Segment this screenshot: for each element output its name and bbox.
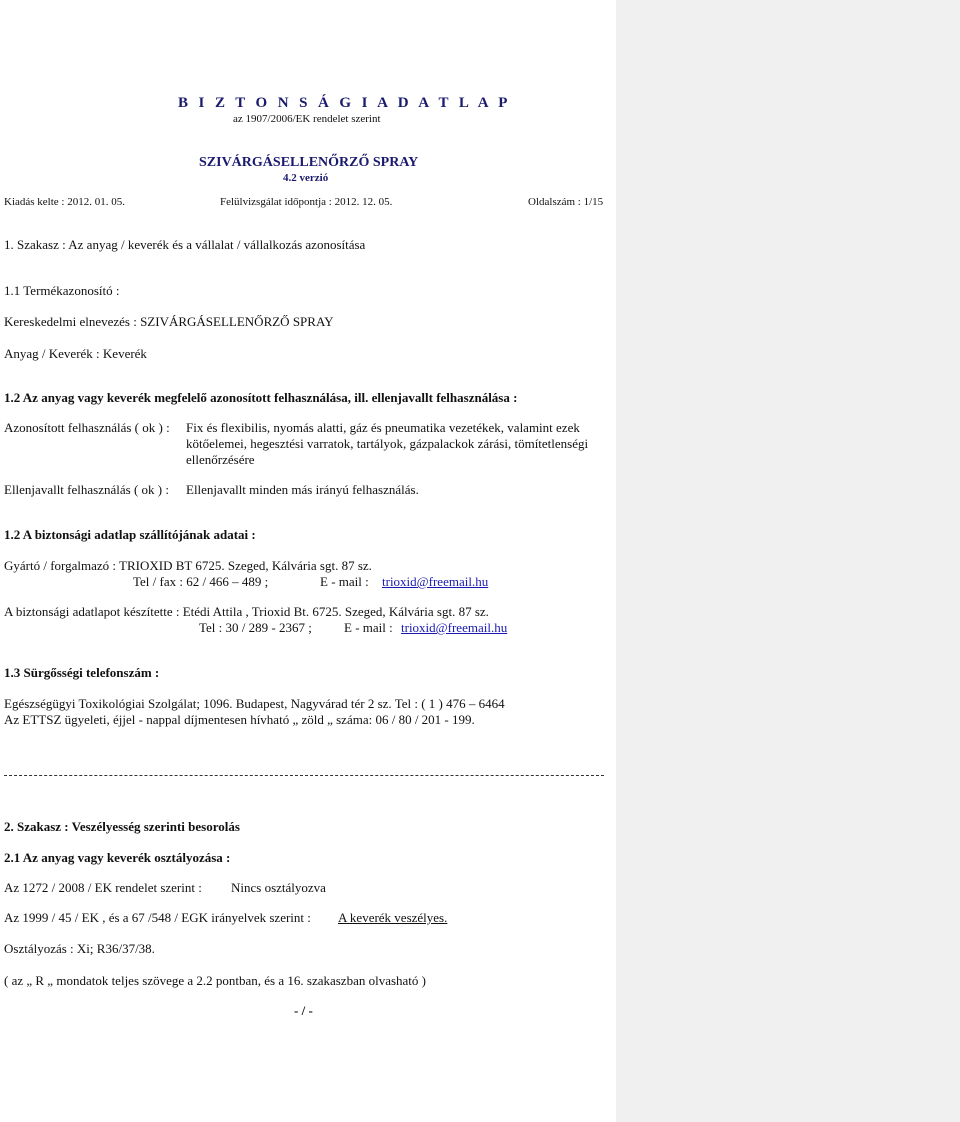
identified-use-line-1: Fix és flexibilis, nyomás alatti, gáz és pneumatika vezetékek, valamint ezek [186,420,580,435]
supplier-tel: Tel / fax : 62 / 466 – 489 ; [133,574,269,589]
page-number: Oldalszám : 1/15 [528,196,604,208]
section-1-2-heading: 1.2 Az anyag vagy keverék megfelelő azonosított felhasználása, ill. ellenjavallt felhasználása : [4,390,518,405]
section-2-heading: 2. Szakasz : Veszélyesség szerinti besorolás [4,819,240,834]
issue-date: Kiadás kelte : 2012. 01. 05. [4,196,125,208]
page-marker: - / - [294,1003,313,1018]
supplier-line: Gyártó / forgalmazó : TRIOXID BT 6725. Szeged, Kálvária sgt. 87 sz. [4,558,372,573]
contraindicated-use-value: Ellenjavallt minden más irányú felhasználás. [186,482,419,497]
section-2-1-heading: 2.1 Az anyag vagy keverék osztályozása : [4,850,231,865]
author-tel: Tel : 30 / 289 - 2367 ; [199,620,312,635]
classification: Osztályozás : Xi; R36/37/38. [4,941,155,956]
document-title: B I Z T O N S Á G I A D A T L A P [178,95,511,111]
right-margin-panel [616,0,960,1122]
substance-type: Anyag / Keverék : Keverék [4,346,147,361]
section-1-1-heading: 1.1 Termékazonosító : [4,283,120,298]
directive-label: Az 1999 / 45 / EK , és a 67 /548 / EGK irányelvek szerint : [4,910,311,925]
section-1-heading: 1. Szakasz : Az anyag / keverék és a vállalat / vállalkozás azonosítása [4,237,366,252]
identified-use-line-2: kötőelemei, hegesztési varratok, tartályok, gázpalackok zárási, tömítetlenségi [186,436,589,451]
directive-value: A keverék veszélyes. [338,910,448,925]
regulation-1272-label: Az 1272 / 2008 / EK rendelet szerint : [4,880,202,895]
identified-use-line-3: ellenőrzésére [186,452,255,467]
document-subtitle: az 1907/2006/EK rendelet szerint [233,113,381,125]
identified-use-label: Azonosított felhasználás ( ok ) : [4,420,170,435]
author-email-link[interactable]: trioxid@freemail.hu [401,620,508,635]
version: 4.2 verzió [283,172,329,184]
supplier-heading: 1.2 A biztonsági adatlap szállítójának adatai : [4,527,256,542]
product-name: SZIVÁRGÁSELLENŐRZŐ SPRAY [199,155,419,170]
author-line: A biztonsági adatlapot készítette : Etédi Attila , Trioxid Bt. 6725. Szeged, Kálvária sgt. 87 sz. [4,604,489,619]
author-email-label: E - mail : [344,620,393,635]
emergency-heading: 1.3 Sürgősségi telefonszám : [4,665,160,680]
section-divider [4,775,604,776]
contraindicated-use-label: Ellenjavallt felhasználás ( ok ) : [4,482,169,497]
emergency-line-2: Az ETTSZ ügyeleti, éjjel - nappal díjmentesen hívható „ zöld „ száma: 06 / 80 / 201 - 199. [4,712,475,727]
regulation-1272-value: Nincs osztályozva [231,880,326,895]
revision-date: Felülvizsgálat időpontja : 2012. 12. 05. [220,196,393,208]
trade-name: Kereskedelmi elnevezés : SZIVÁRGÁSELLENŐRZŐ SPRAY [4,314,334,329]
supplier-email-label: E - mail : [320,574,369,589]
r-phrases-note: ( az „ R „ mondatok teljes szövege a 2.2 pontban, és a 16. szakaszban olvasható ) [4,973,426,988]
emergency-line-1: Egészségügyi Toxikológiai Szolgálat; 1096. Budapest, Nagyvárad tér 2 sz. Tel : ( 1 ) 476 – 6464 [4,696,505,711]
supplier-email-link[interactable]: trioxid@freemail.hu [382,574,489,589]
